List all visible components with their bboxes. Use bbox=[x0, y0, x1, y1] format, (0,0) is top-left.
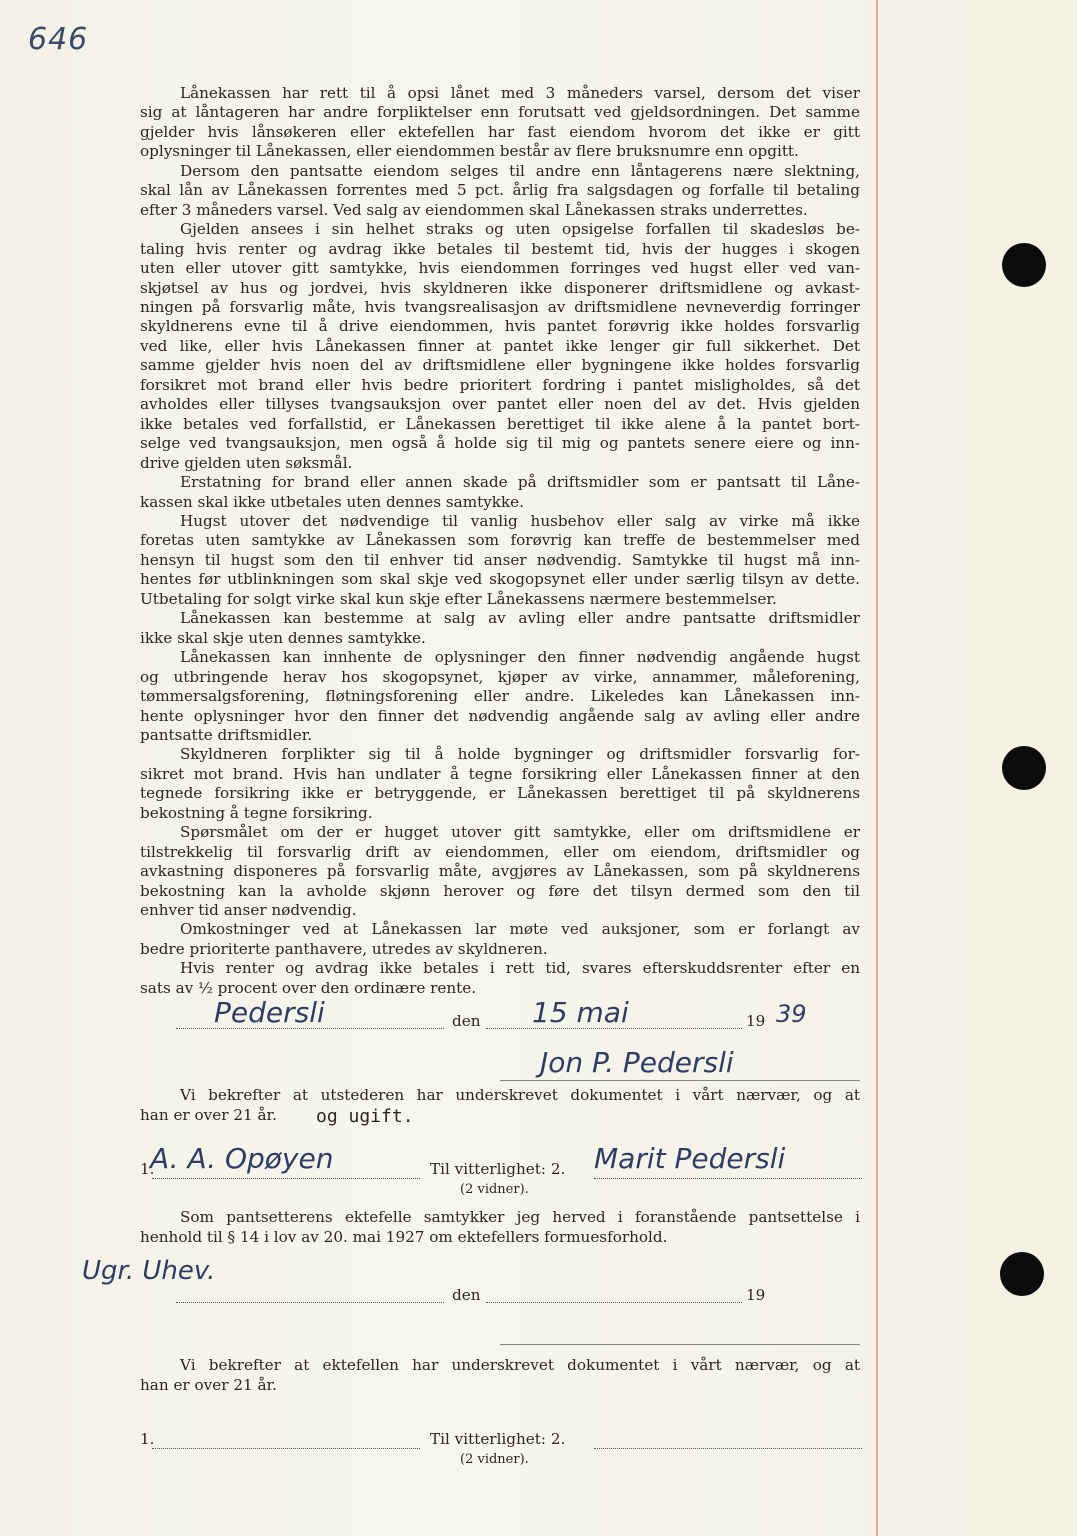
text-line bbox=[140, 570, 860, 589]
year-prefix: 19 bbox=[746, 1012, 766, 1030]
text-line-content: selge ved tvangsauksjon, men også å holde sig til mig og pantets senere eiere og inn- bbox=[140, 434, 860, 453]
text-line bbox=[140, 123, 860, 142]
text-line bbox=[140, 181, 860, 200]
text-line-content: skjøtsel av hus og jordvei, hvis skyldneren ikke disponerer driftsmidlene og avkast- bbox=[140, 278, 860, 297]
text-line-content: avkastning disponeres på forsvarlig måte, avgjøres av Lånekassen, som på skyldnerens bbox=[140, 862, 860, 881]
debtor-signature: Jon P. Pedersli bbox=[540, 1046, 734, 1079]
text-line bbox=[140, 629, 860, 648]
text-line bbox=[140, 317, 860, 336]
text-line bbox=[140, 707, 860, 726]
witness2-vidner: (2 vidner). bbox=[460, 1452, 529, 1467]
text-line-content: bekostning kan la avholde skjønn herover og føre det tilsyn dermed som den til bbox=[140, 881, 860, 900]
consent-annotation: Ugr. Uhev. bbox=[82, 1256, 216, 1286]
den-label: den bbox=[452, 1012, 481, 1030]
text-line bbox=[140, 551, 860, 570]
text-line-content: sats av ½ procent over den ordinære rente. bbox=[140, 978, 477, 997]
witness1-number: 1. bbox=[140, 1160, 155, 1178]
witness2-num1: 1. bbox=[140, 1430, 155, 1448]
text-line bbox=[140, 395, 860, 414]
text-line-content: sikret mot brand. Hvis han undlater å tegne forsikring eller Lånekassen finner at den bbox=[140, 764, 860, 783]
text-line-content: Lånekassen har rett til å opsi lånet med 3 måneders varsel, dersom det viser bbox=[180, 84, 860, 102]
text-line-content: skal lån av Lånekassen forrentes med 5 pct. årlig fra salgsdagen og forfalle til betaling bbox=[140, 181, 860, 200]
text-line bbox=[140, 376, 860, 395]
text-line-content: drive gjelden uten søksmål. bbox=[140, 453, 353, 472]
consent-date-line bbox=[486, 1302, 742, 1303]
text-line bbox=[140, 804, 860, 823]
text-line bbox=[140, 940, 860, 959]
text-line-content: Utbetaling for solgt virke skal kun skje efter Lånekassens nærmere bestemmelser. bbox=[140, 589, 777, 608]
text-line-content: Dersom den pantsatte eiendom selges til andre enn låntagerens nære slektning, bbox=[180, 161, 860, 180]
witness-text-line bbox=[140, 1086, 860, 1105]
text-line-content: Skyldneren forplikter sig til å holde bygninger og driftsmidler forsvarlig for- bbox=[180, 745, 860, 764]
text-line bbox=[140, 784, 860, 803]
text-line-content: Lånekassen kan innhente de oplysninger den finner nødvendig angående hugst bbox=[180, 648, 860, 667]
text-line-content: uten eller utover gitt samtykke, hvis eiendommen forringes ved hugst eller ved van- bbox=[140, 259, 860, 278]
text-line bbox=[140, 687, 860, 706]
text-line bbox=[140, 103, 860, 122]
witness-text: Vi bekrefter at utstederen har underskrevet dokumentet i vårt nærvær, og at bbox=[180, 1086, 860, 1104]
text-line bbox=[140, 337, 860, 356]
text-line bbox=[140, 220, 860, 239]
text-line-content: forsikret mot brand eller hvis bedre prioritert fordring i pantet misligholdes, så det bbox=[140, 375, 860, 394]
text-line bbox=[140, 823, 860, 842]
text-line bbox=[140, 259, 860, 278]
text-line-content: ningen på forsvarlig måte, hvis tvangsrealisasjon av driftsmidlene nevneverdig forringer bbox=[140, 297, 860, 316]
consent-place-line bbox=[176, 1302, 444, 1303]
text-line bbox=[140, 201, 860, 220]
text-line bbox=[140, 745, 860, 764]
text-line bbox=[140, 162, 860, 181]
witness-age-text: han er over 21 år. bbox=[140, 1106, 277, 1124]
text-line-content: Erstatning for brand eller annen skade på driftsmidler som er pantsatt til Låne- bbox=[180, 473, 860, 492]
punch-hole bbox=[1002, 746, 1046, 790]
text-line-content: bekostning å tegne forsikring. bbox=[140, 803, 373, 822]
punch-hole bbox=[1002, 243, 1046, 287]
text-line bbox=[140, 356, 860, 375]
signature-date: 15 mai bbox=[532, 996, 629, 1029]
text-line-content: avholdes eller tillyses tvangsauksjon over pantet eller noen del av det. Hvis gjelden bbox=[140, 395, 860, 414]
consent-year-prefix: 19 bbox=[746, 1286, 766, 1304]
text-line-content: pantsatte driftsmidler. bbox=[140, 725, 313, 744]
consent-den-label: den bbox=[452, 1286, 481, 1304]
text-line bbox=[140, 648, 860, 667]
consent-signature-line bbox=[500, 1344, 860, 1345]
text-line bbox=[140, 882, 860, 901]
text-line bbox=[140, 531, 860, 550]
text-line-content: taling hvis renter og avdrag ikke betales til bestemt tid, hvis der hugges i skogen bbox=[140, 239, 860, 258]
witness2-text-line bbox=[140, 1356, 860, 1375]
text-line bbox=[140, 142, 860, 161]
text-line bbox=[140, 668, 860, 687]
date-line bbox=[486, 1028, 742, 1029]
text-line-content: og utbringende herav hos skogopsynet, kjøper av virke, annammer, måleforening, bbox=[140, 667, 860, 686]
text-line-content: samme gjelder hvis noen del av driftsmidlene eller bygningene ikke holdes forsvarlig bbox=[140, 356, 860, 375]
text-line bbox=[140, 454, 860, 473]
witness2-line2 bbox=[594, 1448, 862, 1449]
consent-line bbox=[140, 1208, 860, 1227]
text-line-content: Gjelden ansees i sin helhet straks og uten opsigelse forfallen til skadesløs be- bbox=[180, 220, 860, 239]
text-line bbox=[140, 726, 860, 745]
text-line-content: kassen skal ikke utbetales uten dennes samtykke. bbox=[140, 492, 524, 511]
text-line-content: oplysninger til Lånekassen, eller eiendommen består av flere bruksnumre enn opgitt. bbox=[140, 142, 799, 161]
text-line-content: efter 3 måneders varsel. Ved salg av eiendommen skal Lånekassen straks underrettes. bbox=[140, 200, 808, 219]
signature-line bbox=[500, 1080, 860, 1081]
text-line-content: hentes før utblinkningen som skal skje ved skogopsynet eller under særlig tilsyn av dette. bbox=[140, 570, 860, 589]
text-line bbox=[140, 590, 860, 609]
witness2-text: Vi bekrefter at ektefellen har underskrevet dokumentet i vårt nærvær, og at bbox=[180, 1356, 860, 1374]
text-line bbox=[140, 279, 860, 298]
text-line-content: tilstrekkelig til forsvarlig drift av eiendommen, eller om eiendom, driftsmidler og bbox=[140, 842, 860, 861]
text-line bbox=[140, 298, 860, 317]
til-vitterlighet-label: Til vitterlighet: 2. bbox=[430, 1160, 566, 1178]
text-line-content: Hugst utover det nødvendige til vanlig husbehov eller salg av virke må ikke bbox=[180, 511, 860, 530]
body-text bbox=[140, 84, 860, 998]
text-line bbox=[140, 901, 860, 920]
text-line bbox=[140, 434, 860, 453]
typed-addition: og ugift. bbox=[316, 1106, 414, 1127]
text-line bbox=[140, 493, 860, 512]
text-line-content: ikke betales ved forfallstid, er Lånekassen berettiget til ikke alene å la pantet bort- bbox=[140, 414, 860, 433]
consent-law-text: henhold til § 14 i lov av 20. mai 1927 om ektefellers formuesforhold. bbox=[140, 1228, 668, 1246]
text-line-content: tegnede forsikring ikke er betryggende, er Lånekassen berettiget til på skyldnerens bbox=[140, 784, 860, 803]
witness2-age-text: han er over 21 år. bbox=[140, 1376, 277, 1394]
text-line-content: ved like, eller hvis Lånekassen finner at pantet ikke lenger gir full sikkerhet. Det bbox=[140, 336, 860, 355]
text-line bbox=[140, 862, 860, 881]
text-line-content: ikke skal skje uten dennes samtykke. bbox=[140, 628, 426, 647]
text-line bbox=[140, 240, 860, 259]
text-line bbox=[140, 959, 860, 978]
punch-hole bbox=[1000, 1252, 1044, 1296]
page-number: 646 bbox=[28, 22, 89, 57]
text-line bbox=[140, 920, 860, 939]
vidner-note: (2 vidner). bbox=[460, 1182, 529, 1197]
witness2-line bbox=[594, 1178, 862, 1179]
text-line-content: gjelder hvis lånsøkeren eller ektefellen har fast eiendom hvorom det ikke er gitt bbox=[140, 122, 860, 141]
place-line bbox=[176, 1028, 444, 1029]
witness1-signature: A. A. Opøyen bbox=[150, 1142, 334, 1175]
year-suffix: 39 bbox=[776, 1000, 807, 1028]
text-line bbox=[140, 843, 860, 862]
text-line bbox=[140, 415, 860, 434]
text-line bbox=[140, 765, 860, 784]
text-line-content: skyldnerens evne til å drive eiendommen, hvis pantet forøvrig ikke holdes forsvarlig bbox=[140, 317, 860, 336]
text-line bbox=[140, 512, 860, 531]
witness1-line bbox=[152, 1178, 420, 1179]
text-line-content: Spørsmålet om der er hugget utover gitt samtykke, eller om driftsmidlene er bbox=[180, 823, 860, 842]
margin-rule bbox=[876, 0, 878, 1536]
text-line-content: hente oplysninger hvor den finner det nødvendig angående salg av avling eller andre bbox=[140, 706, 860, 725]
text-line-content: bedre prioriterte panthavere, utredes av skyldneren. bbox=[140, 939, 548, 958]
text-line bbox=[140, 473, 860, 492]
text-line bbox=[140, 84, 860, 103]
text-line-content: Omkostninger ved at Lånekassen lar møte ved auksjoner, som er forlangt av bbox=[180, 920, 860, 939]
text-line-content: tømmersalgsforening, fløtningsforening eller andre. Likeledes kan Lånekassen inn- bbox=[140, 687, 860, 706]
text-line bbox=[140, 609, 860, 628]
witness2-signature: Marit Pedersli bbox=[594, 1142, 786, 1175]
text-line-content: Lånekassen kan bestemme at salg av avling eller andre pantsatte driftsmidler bbox=[180, 609, 860, 628]
consent-text: Som pantsetterens ektefelle samtykker jeg herved i foranstående pantsettelse i bbox=[180, 1208, 860, 1226]
witness2-til-vitterlighet: Til vitterlighet: 2. bbox=[430, 1430, 566, 1448]
witness2-line1 bbox=[152, 1448, 420, 1449]
text-line-content: sig at låntageren har andre forpliktelser enn forutsatt ved gjeldsordningen. Det samme bbox=[140, 103, 860, 122]
text-line-content: Hvis renter og avdrag ikke betales i rett tid, svares efterskuddsrenter efter en bbox=[180, 959, 860, 978]
text-line-content: enhver tid anser nødvendig. bbox=[140, 901, 357, 920]
signature-place: Pedersli bbox=[214, 996, 325, 1029]
text-line-content: foretas uten samtykke av Lånekassen som forøvrig kan treffe de bestemmelser med bbox=[140, 531, 860, 550]
text-line-content: hensyn til hugst som den til enhver tid anser nødvendig. Samtykke til hugst må inn- bbox=[140, 550, 860, 569]
